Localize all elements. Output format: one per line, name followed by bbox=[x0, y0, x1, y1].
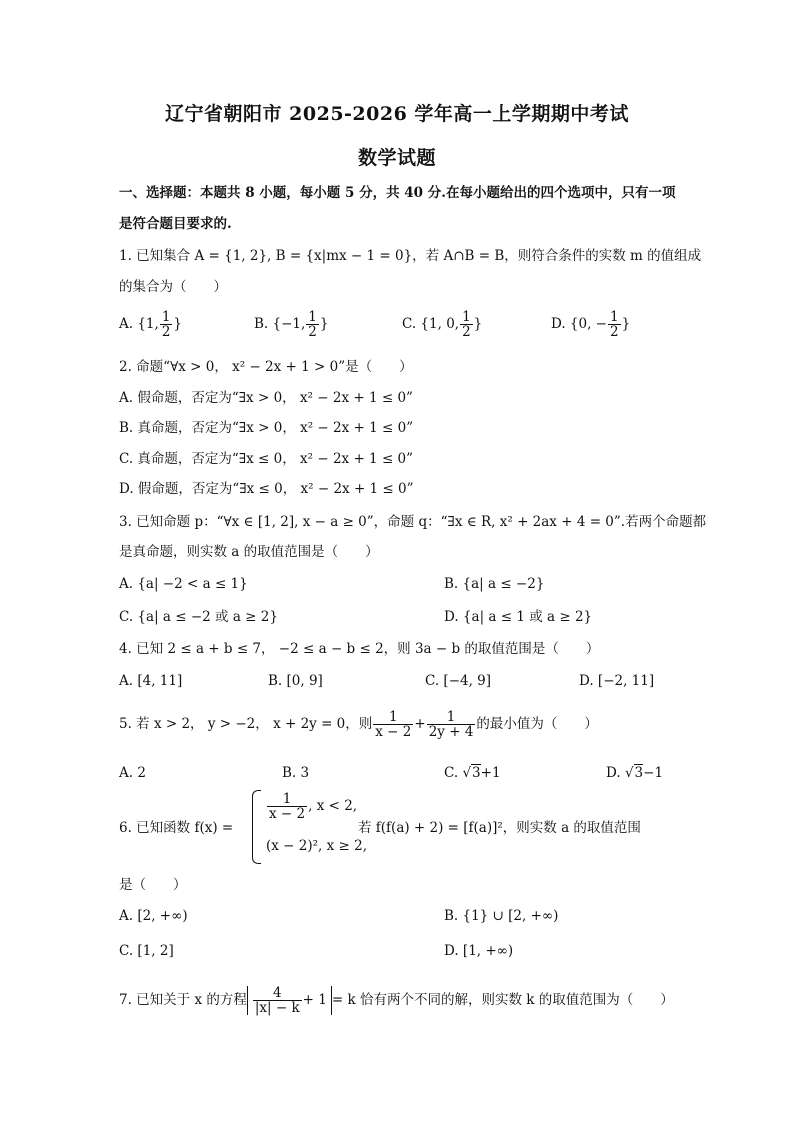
page-subtitle: 数学试题 bbox=[357, 147, 436, 169]
q4-option-a: A. [4, 11] bbox=[119, 673, 183, 689]
q7-absolute-value: $\frac{4}{|x| - k}$ + 1 bbox=[247, 986, 332, 1015]
q5-option-d: D. √3−1 bbox=[606, 765, 664, 781]
q2-option-a: A. 假命题，否定为“∃x > 0， x² − 2x + 1 ≤ 0” bbox=[119, 390, 413, 406]
q2-option-b: B. 真命题，否定为“∃x > 0， x² − 2x + 1 ≤ 0” bbox=[119, 420, 414, 436]
q2-stem: 2. 命题“∀x > 0， x² − 2x + 1 > 0”是（ ） bbox=[119, 359, 413, 375]
q1-option-a: A. {1, $\frac{1}{2}$ } bbox=[119, 309, 182, 340]
q6-piecewise-function bbox=[252, 790, 368, 862]
q1-stem-line1: 1. 已知集合 A = {1, 2}, B = {x|mx − 1 = 0}，若 A∩B = B，则符合条件的实数 m 的值组成 bbox=[119, 248, 702, 264]
q6-stem-post: 若 f(f(a) + 2) = [f(a)]²，则实数 a 的取值范围 bbox=[358, 820, 641, 836]
q6-stem-line2: 是（ ） bbox=[119, 877, 187, 893]
section-heading-line2: 是符合题目要求的. bbox=[119, 216, 232, 232]
q6-case-1: $\frac{1}{x - 2}$ , x < 2, bbox=[269, 791, 358, 822]
q3-option-b: B. {a| a ≤ −2} bbox=[444, 576, 545, 592]
q5-option-b: B. 3 bbox=[282, 765, 310, 781]
q6-option-b: B. {1} ∪ [2, +∞) bbox=[444, 908, 559, 924]
q3-stem-line1: 3. 已知命题 p：“∀x ∈ [1, 2], x − a ≥ 0”，命题 q：“∃x ∈ R, x² + 2ax + 4 = 0”.若两个命题都 bbox=[119, 514, 707, 530]
q6-option-c: C. [1, 2] bbox=[119, 943, 174, 959]
q2-option-d: D. 假命题，否定为“∃x ≤ 0， x² − 2x + 1 ≤ 0” bbox=[119, 481, 414, 497]
q6-option-d: D. [1, +∞) bbox=[444, 943, 514, 959]
q1-option-c: C. {1, 0, $\frac{1}{2}$ } bbox=[402, 309, 483, 340]
q4-stem: 4. 已知 2 ≤ a + b ≤ 7， −2 ≤ a − b ≤ 2，则 3a − b 的取值范围是（ ） bbox=[119, 641, 600, 657]
q1-stem-line2: 的集合为（ ） bbox=[119, 279, 227, 295]
q3-option-a: A. {a| −2 < a ≤ 1} bbox=[119, 576, 248, 592]
q6-stem-pre: 6. 已知函数 f(x) = bbox=[119, 820, 234, 836]
q5-option-c: C. √3+1 bbox=[444, 765, 501, 781]
q5-option-a: A. 2 bbox=[119, 765, 146, 781]
brace-icon bbox=[252, 790, 261, 864]
q6-option-a: A. [2, +∞) bbox=[119, 908, 188, 924]
q4-option-d: D. [−2, 11] bbox=[579, 673, 655, 689]
q4-option-b: B. [0, 9] bbox=[268, 673, 323, 689]
q1-option-b: B. {−1, $\frac{1}{2}$ } bbox=[254, 309, 329, 340]
q5-stem: 5. 若 x > 2， y > −2， x + 2y = 0，则 $\frac{1}{x - 2}$ + $\frac{1}{2y + 4}$ 的最小值为（ ） bbox=[119, 709, 598, 740]
section-heading-line1: 一、选择题：本题共 8 小题，每小题 5 分，共 40 分.在每小题给出的四个选项中，只有一项 bbox=[119, 185, 676, 201]
q4-option-c: C. [−4, 9] bbox=[425, 673, 492, 689]
q3-option-c: C. {a| a ≤ −2 或 a ≥ 2} bbox=[119, 609, 278, 625]
q3-stem-line2: 是真命题，则实数 a 的取值范围是（ ） bbox=[119, 544, 379, 560]
q2-option-c: C. 真命题，否定为“∃x ≤ 0， x² − 2x + 1 ≤ 0” bbox=[119, 451, 414, 467]
q1-option-d: D. {0, − $\frac{1}{2}$ } bbox=[551, 309, 631, 340]
q7-stem: 7. 已知关于 x 的方程 $\frac{4}{|x| - k}$ + 1 = k 恰有两个不同的解，则实数 k 的取值范围为（ ） bbox=[119, 985, 674, 1016]
q6-case-2: (x − 2)², x ≥ 2, bbox=[266, 838, 368, 854]
q3-option-d: D. {a| a ≤ 1 或 a ≥ 2} bbox=[444, 609, 593, 625]
page-title: 辽宁省朝阳市 2025-2026 学年高一上学期期中考试 bbox=[165, 103, 629, 125]
